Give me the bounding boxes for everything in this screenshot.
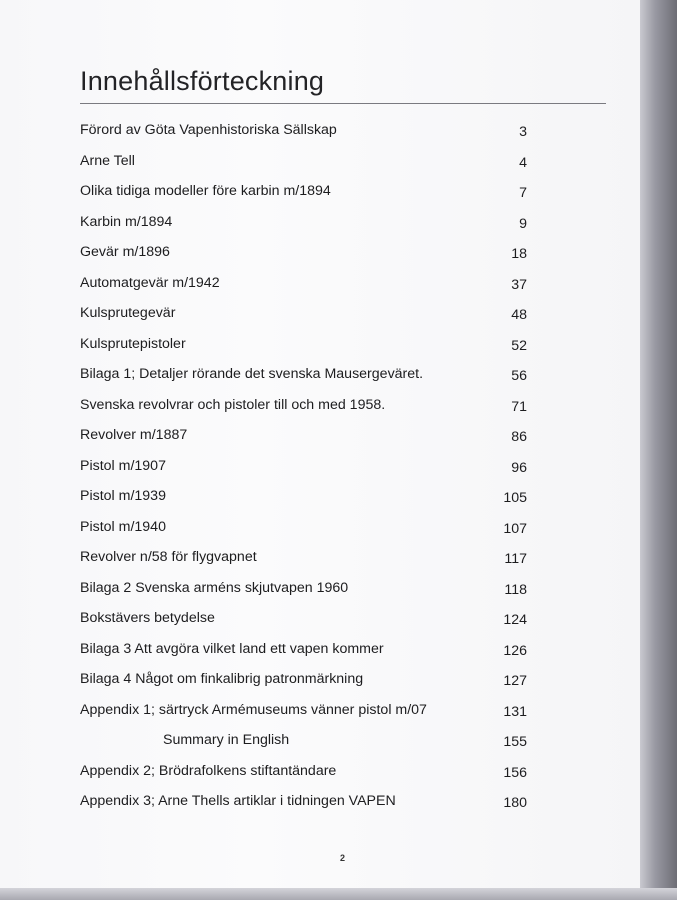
toc-entry-title: Arne Tell <box>80 152 135 169</box>
toc-entry-page: 117 <box>504 551 527 567</box>
toc-entry-title: Förord av Göta Vapenhistoriska Sällskap <box>80 122 337 138</box>
toc-entry-page: 131 <box>503 703 527 720</box>
toc-entry-page: 96 <box>511 459 527 476</box>
toc-entry <box>80 395 540 426</box>
toc-entry-page: 107 <box>503 520 527 537</box>
toc-entry <box>80 639 540 670</box>
toc-entry <box>80 730 540 761</box>
toc-entry <box>80 151 540 182</box>
toc-entry <box>80 700 540 731</box>
toc-entry-title: Karbin m/1894 <box>80 213 173 230</box>
toc-entry <box>80 669 540 700</box>
toc-entry-title: Bilaga 4 Något om finkalibrig patronmärkning <box>80 671 364 687</box>
page-edge-shadow <box>640 0 677 900</box>
toc-entry-page: 9 <box>519 215 527 232</box>
toc-entry <box>80 242 540 273</box>
toc-entry-page: 7 <box>519 185 527 201</box>
toc-entry-page: 3 <box>519 124 527 140</box>
toc-entry-title: Bokstävers betydelse <box>80 610 215 626</box>
toc-entry <box>80 578 540 609</box>
toc-entry-page: 105 <box>503 490 527 506</box>
toc-entry-title: Bilaga 1; Detaljer rörande det svenska Mausergeväret. <box>80 366 424 382</box>
toc-entry-page: 155 <box>503 734 527 750</box>
toc-entry-title: Olika tidiga modeller före karbin m/1894 <box>80 183 331 199</box>
toc-entry-page: 156 <box>503 764 527 781</box>
toc-entry <box>80 791 540 822</box>
page-number: 2 <box>340 853 346 863</box>
toc-entry-title: Pistol m/1940 <box>80 518 166 535</box>
toc-entry <box>80 456 540 487</box>
toc-entry-page: 4 <box>519 154 527 171</box>
toc-entry <box>80 303 540 334</box>
toc-entry-page: 52 <box>511 337 527 354</box>
table-of-contents <box>80 120 540 822</box>
toc-entry <box>80 517 540 548</box>
toc-entry-page: 71 <box>511 398 527 415</box>
toc-entry <box>80 761 540 792</box>
toc-entry-title: Pistol m/1939 <box>80 488 166 504</box>
toc-entry-title: Kulsprutegevär <box>80 305 176 321</box>
toc-entry-title: Svenska revolvrar och pistoler till och med 1958. <box>80 396 386 413</box>
toc-entry-title: Automatgevär m/1942 <box>80 274 220 291</box>
toc-entry-page: 86 <box>511 429 527 445</box>
toc-entry-title: Appendix 2; Brödrafolkens stiftantändare <box>80 762 337 779</box>
toc-entry-title: Bilaga 3 Att avgöra vilket land ett vapen kommer <box>80 640 384 657</box>
toc-entry <box>80 608 540 639</box>
page-title: Innehållsförteckning <box>80 66 325 96</box>
toc-entry-page: 37 <box>511 276 527 293</box>
page-bottom-shadow <box>0 888 677 900</box>
toc-entry-page: 48 <box>511 307 527 323</box>
toc-entry-title: Appendix 3; Arne Thells artiklar i tidningen VAPEN <box>80 793 396 809</box>
toc-entry-page: 118 <box>504 581 527 598</box>
toc-entry-title: Appendix 1; särtryck Armémuseums vänner pistol m/07 <box>80 701 427 718</box>
toc-entry-title: Summary in English <box>163 732 290 748</box>
toc-entry-page: 56 <box>511 368 527 384</box>
title-underline <box>80 103 606 104</box>
toc-entry <box>80 181 540 212</box>
toc-entry <box>80 547 540 578</box>
toc-entry-title: Gevär m/1896 <box>80 244 170 260</box>
toc-entry <box>80 425 540 456</box>
toc-entry-page: 126 <box>503 642 527 659</box>
toc-entry <box>80 273 540 304</box>
toc-entry-title: Revolver n/58 för flygvapnet <box>80 549 257 565</box>
toc-entry <box>80 212 540 243</box>
toc-entry-page: 127 <box>503 673 527 689</box>
toc-entry <box>80 120 540 151</box>
toc-entry-page: 124 <box>503 612 527 628</box>
toc-entry <box>80 364 540 395</box>
toc-entry-title: Pistol m/1907 <box>80 457 166 474</box>
toc-entry-title: Revolver m/1887 <box>80 427 188 443</box>
toc-entry-title: Kulsprutepistoler <box>80 335 186 352</box>
toc-entry <box>80 334 540 365</box>
toc-entry-page: 180 <box>503 795 527 811</box>
toc-entry-page: 18 <box>511 246 527 262</box>
toc-entry-title: Bilaga 2 Svenska arméns skjutvapen 1960 <box>80 579 349 596</box>
toc-entry <box>80 486 540 517</box>
